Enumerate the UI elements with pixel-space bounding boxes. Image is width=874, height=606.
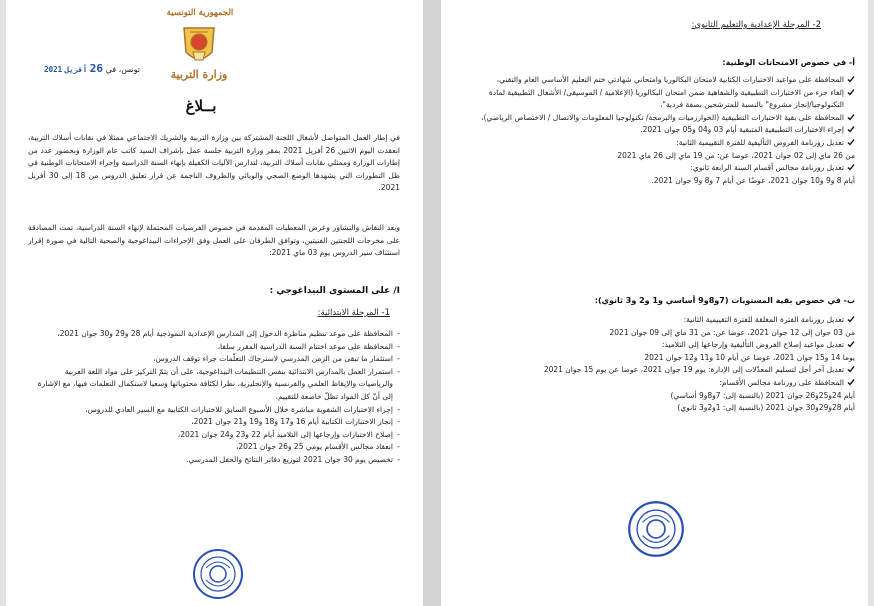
subsection-primary-heading: 1- المرحلة الابتدائية: <box>317 308 390 318</box>
ministry-emblem-icon <box>176 22 222 68</box>
check-icon <box>847 88 855 96</box>
date-day: 26 <box>89 62 104 75</box>
list-item: - انعقاد مجالس الأقسام يومي 25 و26 جوان 2021، <box>34 441 400 454</box>
list-item <box>461 339 855 352</box>
check-icon <box>847 138 855 146</box>
list-item <box>461 112 855 125</box>
check-icon <box>847 340 855 348</box>
list-item-text: المحافظة على مواعيد الاختبارات الكتابية لامتحان البكالوريا وامتحاني شهادتي ختم التعليم الأساسي العام والتقني، <box>496 75 844 84</box>
list-item-detail <box>461 327 855 340</box>
section-pedagogical-heading: I/ على المستوى البيداغوجي : <box>269 286 400 296</box>
other-levels-list <box>461 314 855 415</box>
list-item-text: أيام 8 و9 و10 جوان 2021، عوضًا عن أيام 7 و8 و9 جوان 2021. <box>651 175 855 185</box>
primary-measures-list <box>34 328 400 467</box>
check-icon <box>847 163 855 171</box>
section-secondary-heading: 2- المرحلة الإعدادية والتعليم الثانوي: <box>691 20 821 30</box>
list-item-text: المحافظة على بقية الاختبارات التطبيقية (الخوارزميات والبرمجة/ تكنولوجيا المعلومات والاتصال / الاختصاص الرياضي)، <box>481 112 844 122</box>
date-month: أفريل <box>64 65 88 74</box>
official-stamp-icon <box>627 500 685 558</box>
check-icon <box>847 75 855 83</box>
check-icon <box>847 315 855 323</box>
list-item-text: من 26 ماي إلى 02 جوان 2021، عوضا عن: من 19 ماي إلى 26 ماي 2021 <box>617 150 855 160</box>
list-item: - استثمار ما تبقى من الزمن المدرسي لاسترجاك التعلّمات جراء توقف الدروس، <box>34 353 400 366</box>
check-icon <box>847 378 855 386</box>
list-item-text: يوما 14 و15 جوان 2021، عوضا عن أيام 10 و11 و12 جوان 2021 <box>644 352 855 362</box>
official-stamp-icon <box>192 548 244 600</box>
list-item <box>461 314 855 327</box>
document-title: بــلاغ <box>185 97 217 115</box>
list-item: - إنجاز الاختبارات الكتابية أيام 16 و17 و18 و19 و21 جوان 2021، <box>34 416 400 429</box>
list-item: - تخصيص يوم 30 جوان 2021 لتوزيع دفاتر النتائج والحفل المدرسي. <box>34 454 400 467</box>
list-item-detail <box>461 402 855 415</box>
list-item-text: المحافظة على روزنامة مجالس الأقسام: <box>719 377 844 387</box>
list-item: - المحافظة على موعد تنظيم مناظرة الدخول إلى المدارس الإعدادية النموذجية أيام 28 و29 و30 جوان 2021، <box>34 328 400 341</box>
list-item: - إجراء الاختبارات الشفوية مباشرة خلال الأسبوع السابق للاختبارات الكتابية مع السير العادي للدروس، <box>34 404 400 417</box>
list-item-text: تعديل آخر أجل لتسليم المعدّلات إلى الإدارة: يوم 19 جوان 2021، عوضا عن يوم 15 جوان 2021 <box>543 365 844 375</box>
list-item-text: من 03 جوان إلى 12 جوان 2021، عوضا عن: من 31 ماي إلى 09 جوان 2021 <box>609 327 855 337</box>
list-item <box>461 74 855 87</box>
date-year: 2021 <box>44 65 63 74</box>
list-item <box>461 124 855 137</box>
list-item-text: إلغاء جزء من الاختبارات التطبيقية والشفاهية ضمن امتحان البكالوريا (الإعلامية / الموسيقى/ الأشغال التطبيقية لمادة التكنولوجيا/إنجاز مشروع" بالنسبة للمترشحين بصفة فردية"، <box>488 87 844 110</box>
list-item-text: تعديل روزنامة الفترة المغلقة للفترة التقييمية الثانية: <box>683 315 844 324</box>
list-item <box>461 87 855 112</box>
document-page-right <box>440 0 868 606</box>
list-item-text: أيام 28و29و30 جوان 2021 (بالنسبة إلى: 1و2و3 ثانوي) <box>677 403 855 413</box>
list-item-text: إجراء الاختبارات التطبيقية المتبقية أيام 03 و04 و05 جوان 2021. <box>640 125 844 135</box>
subsection-national-exams-heading: أ- في خصوص الامتحانات الوطنية: <box>722 58 855 67</box>
check-icon <box>847 125 855 133</box>
list-item: - إصلاح الاختبارات وإرجاعها إلى التلاميذ أيام 22 و23 و24 جوان 2021، <box>34 429 400 442</box>
list-item-text: أيام 24و25و26 جوان 2021 (بالنسبة إلى: 7و8و9 أساسي) <box>670 390 855 400</box>
list-item-detail <box>461 175 855 188</box>
list-item <box>461 137 855 150</box>
check-icon <box>847 365 855 373</box>
subsection-other-levels-heading: ب- في خصوص بقية المستويات (7و8و9 أساسي و1 و2 و3 ثانوي): <box>594 296 855 305</box>
ministry-name: وزارة التربية <box>170 68 228 81</box>
date-city: تونس، في <box>105 65 140 74</box>
check-icon <box>847 113 855 121</box>
list-item-text: تعديل مواعيد إصلاح الفروض التأليفية وإرجاعها إلى التلاميذ: <box>662 340 844 350</box>
intro-paragraph-2: وبعد النقاش والتشاور وعرض المعطيات المقدمة في خصوص الفرضيات المحتملة لإنهاء السنة الدراسية، تمت المصادقة على مخرجات اللجنتين الفنيتين، وتوافق الطرفان على العمل وفق الإجراءات البيداغوجية والصحية التالية في صورة إقرار استئناف سير الدروس يوم 03 ماي 2021: <box>28 223 400 258</box>
intro-paragraph-1: في إطار العمل المتواصل لأشغال اللجنة المشتركة بين وزارة التربية والشريك الاجتماعي ممثلا في نقابات أسلاك التربية، انعقدت اليوم الاثنين 26 أفريل 2021 بمقر وزارة التربية جلسة عمل بإشراف السيد كاتب عام الوزارة وبحضور عدد من إطارات الوزارة وممثلي نقابات أسلاك التربية، لتدارس الآليات الكفيلة بإنهاء السنة الدراسية وإجراء الامتحانات الوطنية في ظل التطورات التي يشهدها الوضع الصحي والوبائي والظروف الناجمة عن قرار تعليق الدروس من 18 إلى 30 أفريل 2021. <box>28 133 400 193</box>
list-item-detail <box>461 352 855 365</box>
list-item <box>461 377 855 390</box>
national-exams-list <box>461 74 855 187</box>
list-item-detail <box>461 150 855 163</box>
republic-banner: الجمهورية التونسية <box>166 8 234 18</box>
list-item: - استمرار العمل بالمدارس الابتدائية بنفس التنظيمات البيداغوجية، على أن يتمّ التركيز على مواد اللغة العربية والرياضيات والإيقاظ العلمي والفرنسية والإنجليزية، نظرا لكثافة محتوياتها وسعيا لاستكمال التعلمات فيها، مع الإشارة إلى أنّ كل المواد تظلّ خاضعة للتقييم. <box>34 366 400 404</box>
list-item: - المحافظة على موعد اختتام السنة الدراسية المقرر سلفا، <box>34 341 400 354</box>
list-item <box>461 162 855 175</box>
document-date <box>30 62 140 75</box>
document-page-left <box>6 0 424 606</box>
list-item-text: تعديل روزنامة الفروض التأليفية للفترة التقييمية الثانية: <box>676 137 844 147</box>
list-item-detail <box>461 390 855 403</box>
page-gutter <box>424 0 440 606</box>
list-item-text: تعديل روزنامة مجالس أقسام السنة الرابعة ثانوي: <box>690 163 844 173</box>
list-item <box>461 364 855 377</box>
